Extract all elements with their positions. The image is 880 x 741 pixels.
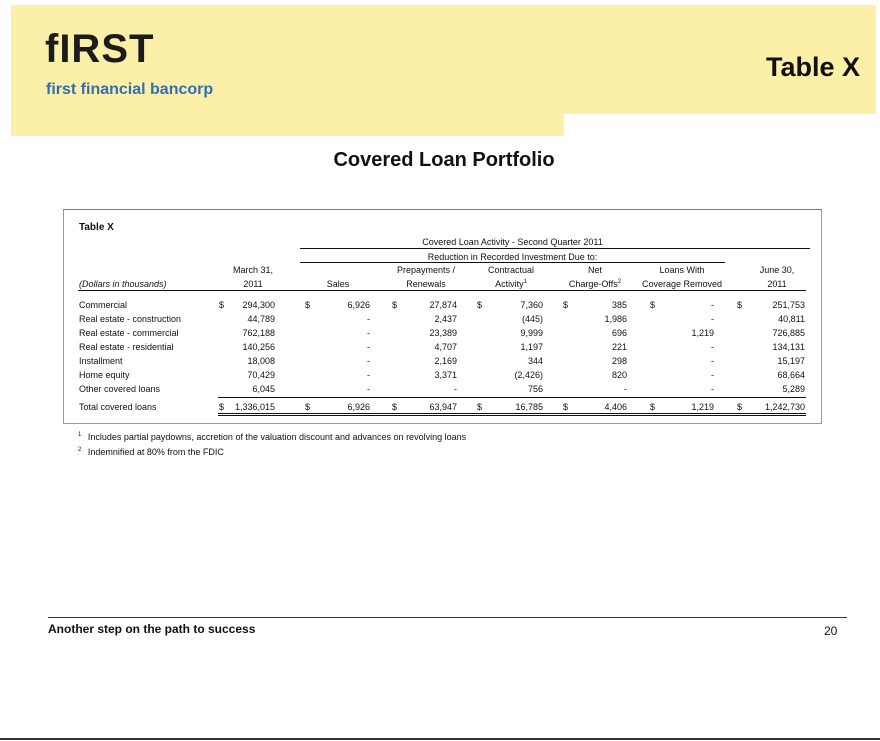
dollar-sign: $ bbox=[563, 300, 569, 310]
footnote-mark: 1 bbox=[78, 432, 82, 438]
column-header-text: Sales bbox=[326, 279, 350, 289]
dollar-sign: $ bbox=[477, 402, 483, 412]
cell-value: 4,707 bbox=[434, 342, 457, 352]
cell-value: - bbox=[711, 300, 714, 310]
cell-value: - bbox=[367, 314, 370, 324]
cell-value: 1,986 bbox=[604, 314, 627, 324]
group-title-rule bbox=[300, 248, 810, 249]
total-value: 1,242,730 bbox=[764, 402, 805, 412]
row-label: Commercial bbox=[79, 300, 128, 310]
cell-value: 1,219 bbox=[691, 328, 714, 338]
column-header-bottom bbox=[288, 279, 388, 289]
row-label: Real estate - residential bbox=[79, 342, 174, 352]
cell-value: 820 bbox=[611, 370, 627, 380]
cell-value: 68,664 bbox=[777, 370, 805, 380]
cell-value: - bbox=[367, 356, 370, 366]
cell-value: 251,753 bbox=[772, 300, 805, 310]
cell-value: - bbox=[711, 370, 714, 380]
table-label: Table X bbox=[79, 222, 114, 233]
cell-value: 6,926 bbox=[347, 300, 370, 310]
cell-value: 23,389 bbox=[429, 328, 457, 338]
cell-value: 6,045 bbox=[252, 384, 275, 394]
cell-value: 44,789 bbox=[247, 314, 275, 324]
cell-value: 3,371 bbox=[434, 370, 457, 380]
row-label: Real estate - construction bbox=[79, 314, 182, 324]
cell-value: 40,811 bbox=[778, 314, 805, 324]
cell-value: 140,256 bbox=[242, 342, 275, 352]
dollar-sign: $ bbox=[219, 402, 225, 412]
total-value: 1,336,015 bbox=[234, 402, 275, 412]
cell-value: - bbox=[711, 356, 714, 366]
column-header-top: June 30, bbox=[759, 265, 795, 275]
column-header-text: Charge-Offs bbox=[568, 279, 618, 289]
dollar-sign: $ bbox=[392, 300, 398, 310]
cell-value: 27,874 bbox=[429, 300, 457, 310]
total-value: 16,785 bbox=[515, 402, 543, 412]
cell-value: 696 bbox=[611, 328, 627, 338]
cell-value: 18,008 bbox=[247, 356, 275, 366]
page-heading: Covered Loan Portfolio bbox=[333, 149, 555, 171]
column-header-top: Loans With bbox=[659, 265, 705, 275]
dollar-sign: $ bbox=[563, 402, 569, 412]
cell-value: 15,197 bbox=[777, 356, 805, 366]
cell-value: 7,360 bbox=[520, 300, 543, 310]
column-header-top: Net bbox=[587, 265, 602, 275]
cell-value: 221 bbox=[611, 342, 627, 352]
column-footnote-mark: 1 bbox=[523, 279, 527, 285]
total-top-rule bbox=[218, 397, 806, 398]
column-header-text: Renewals bbox=[406, 279, 446, 289]
logo-wordmark: fIRST bbox=[45, 27, 155, 71]
cell-value: 726,885 bbox=[772, 328, 805, 338]
cell-value: 5,289 bbox=[782, 384, 805, 394]
cell-value: 1,197 bbox=[520, 342, 543, 352]
footnote-1 bbox=[78, 432, 466, 442]
bottom-rule bbox=[0, 738, 880, 740]
column-header-top: Prepayments / bbox=[396, 265, 456, 275]
column-header-top: March 31, bbox=[232, 265, 274, 275]
footnote-2 bbox=[78, 447, 224, 457]
subgroup-title-rule bbox=[300, 262, 725, 263]
cell-value: - bbox=[711, 384, 714, 394]
column-header-text: 2011 bbox=[243, 279, 263, 289]
column-header-top: Contractual bbox=[487, 265, 535, 275]
logo-company-name: first financial bancorp bbox=[46, 81, 214, 98]
dollar-sign: $ bbox=[737, 402, 743, 412]
dollar-sign: $ bbox=[392, 402, 398, 412]
cell-value: 294,300 bbox=[242, 300, 275, 310]
units-label: (Dollars in thousands) bbox=[79, 279, 167, 289]
cell-value: 9,999 bbox=[520, 328, 543, 338]
column-header-text: Activity bbox=[495, 279, 524, 289]
cell-value: - bbox=[711, 314, 714, 324]
column-header-bottom bbox=[632, 279, 732, 289]
total-value: 1,219 bbox=[691, 402, 714, 412]
cell-value: (2,426) bbox=[514, 370, 543, 380]
total-value: 63,947 bbox=[429, 402, 457, 412]
dollar-sign: $ bbox=[219, 300, 225, 310]
cell-value: - bbox=[454, 384, 457, 394]
cell-value: 756 bbox=[527, 384, 543, 394]
footer-tagline: Another step on the path to success bbox=[48, 622, 256, 636]
cell-value: 762,188 bbox=[242, 328, 275, 338]
row-label: Real estate - commercial bbox=[79, 328, 179, 338]
page-number: 20 bbox=[824, 624, 838, 638]
total-label: Total covered loans bbox=[79, 402, 157, 412]
cell-value: 134,131 bbox=[772, 342, 805, 352]
column-header-text: Coverage Removed bbox=[641, 279, 723, 289]
header-band-extension bbox=[11, 114, 564, 136]
slide-title: Table X bbox=[765, 52, 860, 82]
cell-value: - bbox=[367, 370, 370, 380]
dollar-sign: $ bbox=[305, 402, 311, 412]
row-label: Other covered loans bbox=[79, 384, 161, 394]
cell-value: - bbox=[367, 342, 370, 352]
column-header-bottom bbox=[727, 279, 827, 289]
dollar-sign: $ bbox=[650, 402, 656, 412]
cell-value: (445) bbox=[521, 314, 543, 324]
dollar-sign: $ bbox=[477, 300, 483, 310]
total-value: 4,406 bbox=[604, 402, 627, 412]
footnote-text: Indemnified at 80% from the FDIC bbox=[87, 447, 224, 457]
cell-value: 298 bbox=[611, 356, 627, 366]
footer-divider bbox=[48, 617, 847, 618]
total-double-rule bbox=[218, 413, 806, 416]
row-label: Installment bbox=[79, 356, 123, 366]
cell-value: - bbox=[711, 342, 714, 352]
footnote-mark: 2 bbox=[78, 447, 82, 453]
subgroup-title: Reduction in Recorded Investment Due to: bbox=[427, 252, 598, 262]
cell-value: 385 bbox=[611, 300, 627, 310]
cell-value: - bbox=[624, 384, 627, 394]
row-label: Home equity bbox=[79, 370, 130, 380]
dollar-sign: $ bbox=[737, 300, 743, 310]
dollar-sign: $ bbox=[305, 300, 311, 310]
dollar-sign: $ bbox=[650, 300, 656, 310]
column-header-bottom bbox=[545, 279, 645, 289]
column-header-text: 2011 bbox=[767, 279, 787, 289]
cell-value: - bbox=[367, 328, 370, 338]
cell-value: 2,169 bbox=[434, 356, 457, 366]
cell-value: 70,429 bbox=[247, 370, 275, 380]
cell-value: 344 bbox=[527, 356, 543, 366]
footnote-text: Includes partial paydowns, accretion of the valuation discount and advances on revolving loans bbox=[87, 432, 467, 442]
group-title: Covered Loan Activity - Second Quarter 2011 bbox=[422, 237, 603, 247]
cell-value: 2,437 bbox=[434, 314, 457, 324]
total-value: 6,926 bbox=[347, 402, 370, 412]
header-rule bbox=[78, 290, 806, 291]
cell-value: - bbox=[367, 384, 370, 394]
column-footnote-mark: 2 bbox=[617, 279, 622, 285]
